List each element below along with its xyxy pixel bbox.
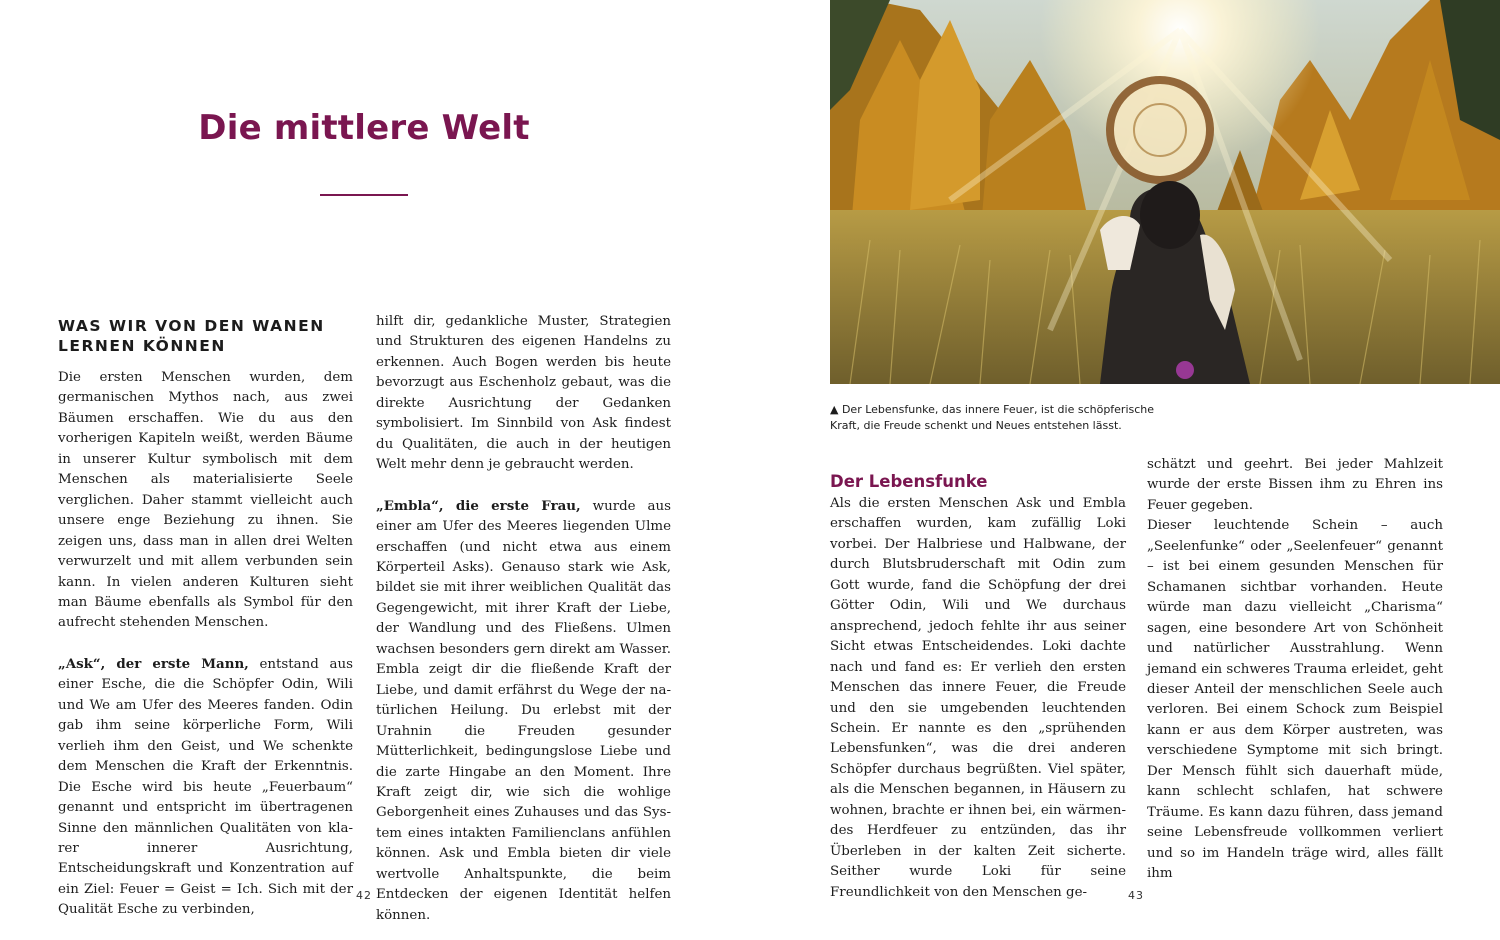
paragraph-ask <box>58 654 353 921</box>
section-heading: WAS WIR VON DEN WANEN LERNEN KÖNNEN <box>58 317 325 355</box>
paragraph-text: entstand aus einer Esche, die die Schöpfer Odin, Wili und We am Ufer des Meeres fanden. Odin gab ihm seine körperliche Form, Wili verlieh ihm den Geist, und We schenkte dem Menschen die Kraft der Erkenntnis. Die Esche wird bis heute „Feuerbaum“ genannt und entspricht im übertragenen Sinne den männlichen Qualitäten von klarer innerer Ausrichtung, Entscheidungskraft und Konzentration auf ein Ziel: Feuer = Geist = Ich. Sich mit der Qualität Esche zu verbinden, <box>58 656 353 918</box>
paragraph-embla <box>376 496 671 927</box>
page-number-right: 43 <box>1128 889 1144 902</box>
paragraph: Dieser leuchtende Schein – auch „Seelenfunke“ oder „Seelenfeuer“ genannt – ist bei einem gesunden Menschen für Schamanen sichtbar vorhanden. Heute würde man dazu vielleicht „Charisma“ sagen, eine besondere Art von Schönheit und natürlicher Ausstrahlung. Wenn jemand ein schweres Trauma erleidet, geht dieser Anteil der menschlichen Seele auch verloren. Bei einem Schock zum Beispiel kann er aus dem Körper austreten, was verschiedene Symptome mit sich bringt. Der Mensch fühlt sich dauerhaft müde, kann schlecht schlafen, hat schwere Träume. Es kann dazu führen, dass jemand seine Lebensfreude vollkommen verliert und so im Handeln träge wird, alles fällt ihm <box>1147 518 1443 882</box>
chapter-title: Die mittlere Welt <box>198 108 530 148</box>
photo-illustration <box>830 0 1500 384</box>
photo-caption: ▲ Der Lebensfunke, das innere Feuer, ist die schöpferische Kraft, die Freude schenkt und Neues entstehen lässt. <box>830 403 1155 432</box>
left-column-2 <box>376 312 671 926</box>
page-number-left: 42 <box>356 889 372 902</box>
paragraph-text: wurde aus einer am Ufer des Meeres liegenden Ulme erschaffen (und nicht etwa aus einem Körperteil Asks). Genauso stark wie Ask, bildet sie mit ihrer weiblichen Qualität das Gegengewicht, mit ihrer Kraft der Liebe, der Wandlung und des Fließens. Ulmen wachsen besonders gern direkt am Wasser. Embla zeigt dir die fließende Kraft der Liebe, und damit erfährst du Wege der natürlichen Heilung. Du erlebst mit der Urahnin die Freuden gesunder Mütterlichkeit, bedingungslose Liebe und die zarte Hingabe an den Moment. Ihre Kraft zeigt dir, wie sich die wohlige Geborgenheit eines Zuhauses und das System eines intakten Familienclans anfühlen können. Ask und Embla bieten dir viele wertvolle Anhaltspunkte, die beim Entdecken der eigenen Identität helfen können. <box>376 498 671 923</box>
title-rule <box>320 194 408 196</box>
right-column-1 <box>830 472 1126 903</box>
lead-in-ask: „Ask“, der erste Mann, <box>58 655 249 672</box>
left-column-1 <box>58 316 353 921</box>
paragraph: Die ersten Menschen wurden, dem germanischen Mythos nach, aus zwei Bäumen erschaffen. Wie du aus den vorherigen Kapiteln weißt, werden Bäume in unserer Kultur symbolisch mit dem Menschen als materialisierte Seele verglichen. Daher stammt vielleicht auch unsere enge Beziehung zu ihnen. Sie zeigen uns, dass man in allen drei Welten verwurzelt und mit allem verbunden sein kann. In vielen anderen Kulturen sieht man Bäume ebenfalls als Symbol für den aufrecht stehenden Menschen. <box>58 370 353 631</box>
right-column-2 <box>1147 455 1443 885</box>
lead-in-embla: „Embla“, die erste Frau, <box>376 497 581 514</box>
subheading: Der Lebensfunke <box>830 472 988 491</box>
paragraph: Als die ersten Menschen Ask und Embla erschaffen wurden, kam zufällig Loki vorbei. Der Halbriese und Halbwane, der durch Blutsbruderschaft mit Odin zum Gott wurde, fand die Schöpfung der drei Götter Odin, Wili und We durchaus ansprechend, jedoch fehlte ihr aus seiner Sicht etwas Entscheidendes. Loki dachte nach und fand es: Er verlieh den ersten Menschen das innere Feuer, die Freude und den sie umgebenden leuchtenden Schein. Er nannte es den „sprühenden Lebensfunken“, was die drei anderen Schöpfer durchaus begrüßten. Viel später, als die Menschen begannen, in Häusern zu wohnen, brachte er ihnen bei, ein wärmendes Herdfeuer zu entzünden, das ihr Überleben in der kalten Zeit sicherte. Seither wurde Loki für seine Freundlichkeit von den Menschen ge- <box>830 496 1126 900</box>
paragraph: schätzt und geehrt. Bei jeder Mahlzeit wurde der erste Bissen ihm zu Ehren ins Feuer gegeben. <box>1147 457 1443 513</box>
paragraph: hilft dir, gedankliche Muster, Strategien und Strukturen des eigenen Handelns zu erkennen. Auch Bogen werden bis heute bevorzugt aus Eschenholz gebaut, was die direkte Ausrichtung der Gedanken symbolisiert. Im Sinnbild von Ask findest du Qualitäten, die auch in der heutigen Welt mehr denn je gebraucht werden. <box>376 314 671 473</box>
forest-drum-photo <box>830 0 1500 384</box>
